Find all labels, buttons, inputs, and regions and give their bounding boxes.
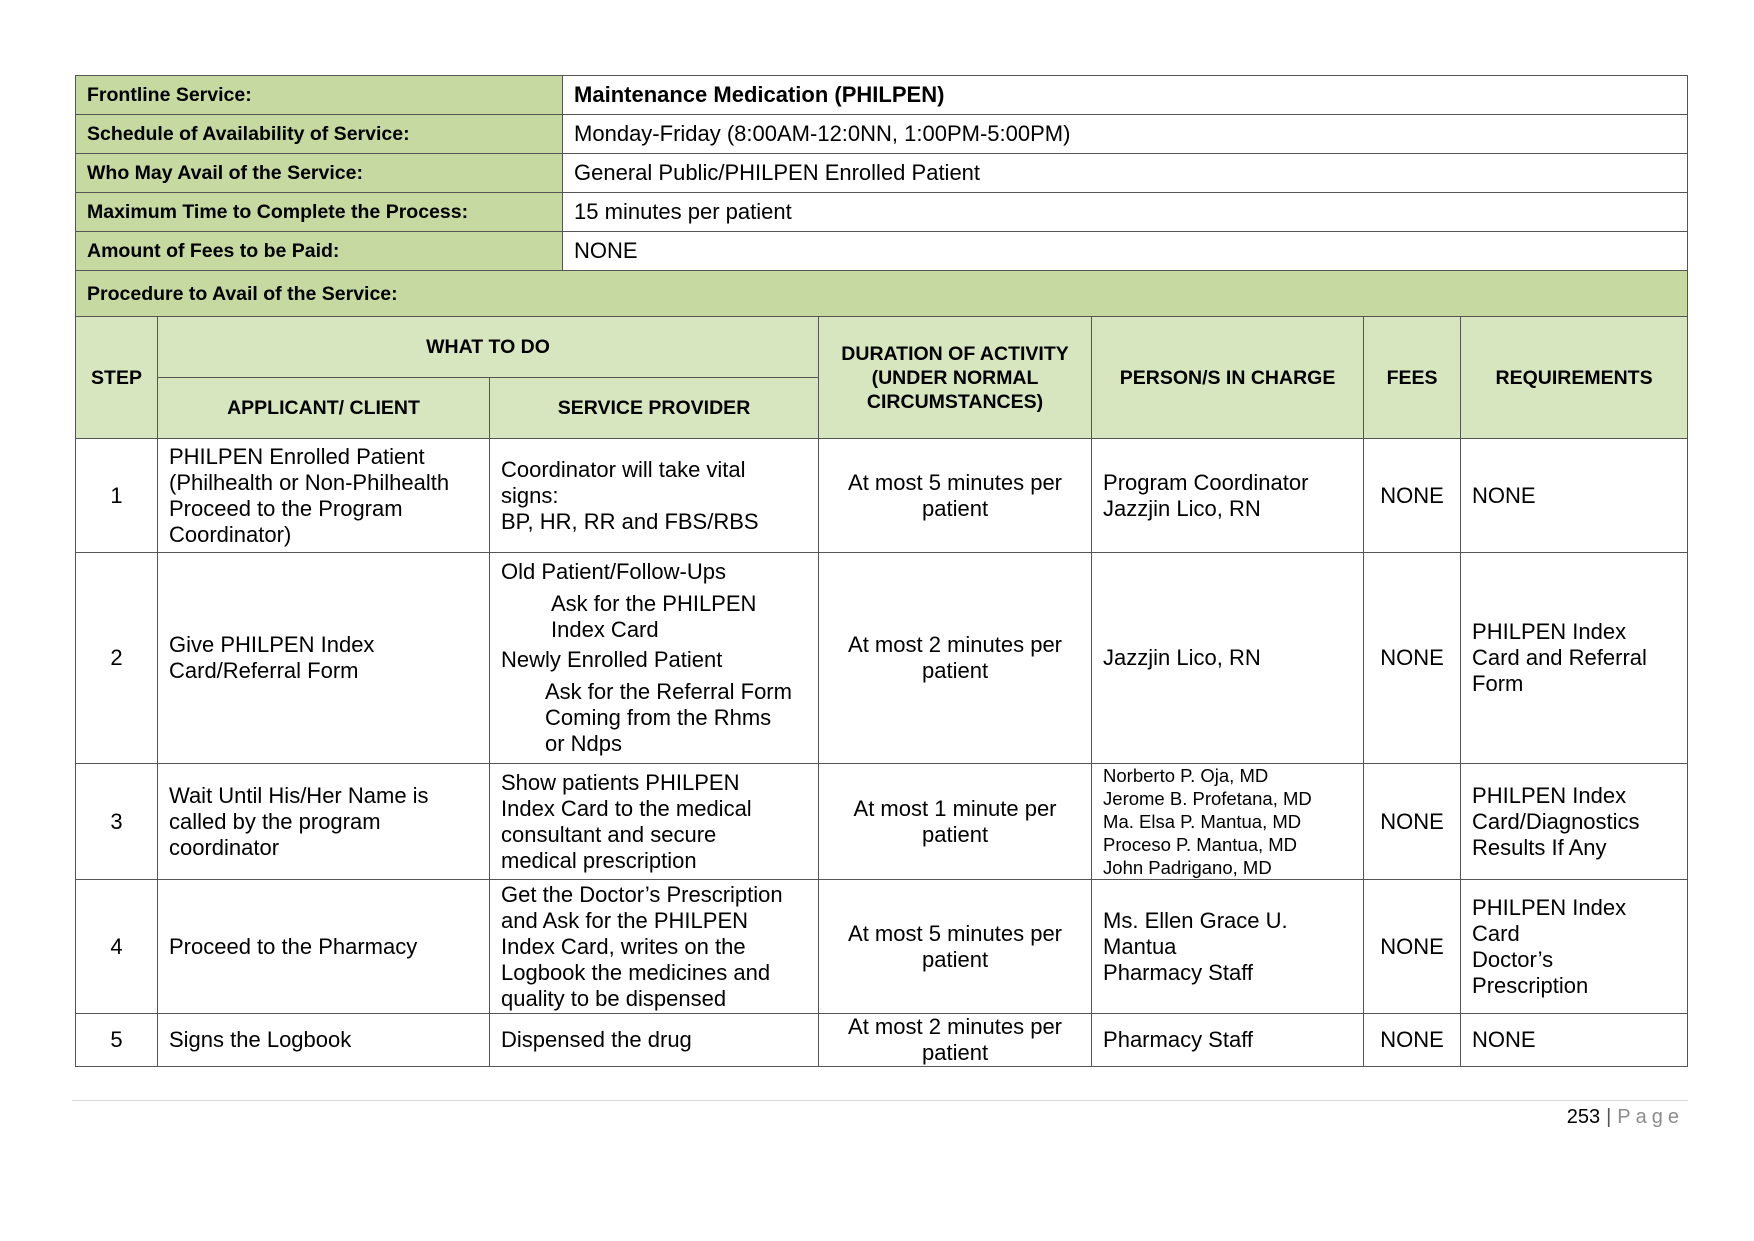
table-row — [76, 553, 1688, 764]
fees-cell: NONE — [1364, 553, 1461, 764]
applicant-line: Give PHILPEN Index — [169, 632, 375, 657]
requirement-line: Card/Diagnostics — [1472, 808, 1640, 834]
applicant-line: Proceed to the Pharmacy — [169, 933, 418, 959]
person-line: Proceso P. Mantua, MD — [1103, 834, 1298, 855]
persons-header: PERSON/S IN CHARGE — [1092, 317, 1364, 439]
duration-cell — [819, 1014, 1092, 1067]
footer-separator: | — [1606, 1106, 1612, 1128]
requirement-line: Results If Any — [1472, 834, 1607, 860]
applicant-line: Proceed to the Program — [169, 495, 403, 521]
requirements-cell — [1461, 1014, 1688, 1067]
duration-line: At most 2 minutes per — [848, 632, 1063, 657]
provider-header: SERVICE PROVIDER — [490, 378, 819, 439]
provider-line: Index Card, writes on the — [501, 933, 746, 959]
requirement-line: Card and Referral — [1472, 645, 1647, 670]
provider-line: Newly Enrolled Patient — [501, 647, 723, 672]
requirements-cell — [1461, 439, 1688, 553]
requirement-line: Form — [1472, 671, 1524, 696]
applicant-cell — [158, 1014, 490, 1067]
requirement-line: PHILPEN Index — [1472, 619, 1627, 644]
applicant-line: Card/Referral Form — [169, 658, 359, 683]
step-cell: 4 — [76, 880, 158, 1014]
frontline-row — [76, 76, 1688, 115]
provider-line: Coming from the Rhms — [545, 705, 772, 730]
duration-header: DURATION OF ACTIVITY (UNDER NORMAL CIRCUMSTANCES) — [819, 317, 1092, 439]
person-line: Ms. Ellen Grace U. — [1103, 907, 1288, 933]
provider-line: and Ask for the PHILPEN — [501, 907, 749, 933]
step-cell: 3 — [76, 764, 158, 880]
fees-row — [76, 232, 1688, 271]
fees-header: FEES — [1364, 317, 1461, 439]
requirements-cell — [1461, 880, 1688, 1014]
service-table — [75, 75, 1688, 1067]
person-line: Program Coordinator — [1103, 469, 1309, 495]
applicant-line: Coordinator) — [169, 521, 292, 547]
provider-line: Index Card — [551, 617, 659, 642]
column-header-row-1 — [76, 317, 1688, 378]
applicant-cell — [158, 439, 490, 553]
provider-line: consultant and secure — [501, 821, 717, 847]
provider-cell — [490, 880, 819, 1014]
provider-line: BP, HR, RR and FBS/RBS — [501, 508, 759, 534]
who-label: Who May Avail of the Service: — [76, 154, 563, 193]
step-header: STEP — [76, 317, 158, 439]
requirement-line: PHILPEN Index — [1472, 782, 1627, 808]
table-row — [76, 439, 1688, 553]
provider-line: Ask for the Referral Form — [545, 679, 792, 704]
schedule-row — [76, 115, 1688, 154]
provider-line: Index Card to the medical — [501, 795, 752, 821]
schedule-label: Schedule of Availability of Service: — [76, 115, 563, 154]
page-number: 253 — [1566, 1106, 1601, 1128]
person-line: Jerome B. Profetana, MD — [1103, 788, 1312, 809]
provider-cell — [490, 1014, 819, 1067]
requirements-cell — [1461, 764, 1688, 880]
requirement-line: Doctor’s — [1472, 946, 1554, 972]
persons-cell — [1092, 764, 1364, 880]
duration-line: patient — [922, 658, 989, 683]
max-time-value: 15 minutes per patient — [563, 193, 1688, 232]
person-line: Jazzjin Lico, RN — [1103, 645, 1261, 670]
provider-cell — [490, 553, 819, 764]
requirements-cell — [1461, 553, 1688, 764]
applicant-cell — [158, 880, 490, 1014]
persons-cell — [1092, 553, 1364, 764]
requirement-line: PHILPEN Index — [1472, 894, 1627, 920]
provider-line: signs: — [501, 482, 559, 508]
person-line: Pharmacy Staff — [1103, 959, 1254, 985]
persons-cell — [1092, 439, 1364, 553]
provider-line: Get the Doctor’s Prescription — [501, 881, 783, 907]
fees-cell: NONE — [1364, 1014, 1461, 1067]
person-line: John Padrigano, MD — [1103, 857, 1272, 878]
fees-cell: NONE — [1364, 880, 1461, 1014]
max-time-row — [76, 193, 1688, 232]
applicant-line: PHILPEN Enrolled Patient — [169, 443, 425, 469]
schedule-value: Monday-Friday (8:00AM-12:0NN, 1:00PM-5:00PM) — [563, 115, 1688, 154]
who-value: General Public/PHILPEN Enrolled Patient — [563, 154, 1688, 193]
provider-line: Ask for the PHILPEN — [551, 591, 757, 616]
duration-cell — [819, 764, 1092, 880]
provider-subitem — [501, 679, 807, 757]
provider-subitem — [501, 591, 807, 643]
table-row — [76, 880, 1688, 1014]
applicant-line: Wait Until His/Her Name is — [169, 782, 429, 808]
applicant-cell — [158, 764, 490, 880]
duration-cell — [819, 439, 1092, 553]
provider-line: Logbook the medicines and — [501, 959, 771, 985]
fees-cell: NONE — [1364, 764, 1461, 880]
provider-line: medical prescription — [501, 847, 697, 873]
requirement-line: NONE — [1472, 1027, 1536, 1052]
frontline-value: Maintenance Medication (PHILPEN) — [563, 76, 1688, 115]
fees-cell: NONE — [1364, 439, 1461, 553]
duration-line: patient — [922, 1040, 989, 1065]
person-line: Pharmacy Staff — [1103, 1027, 1254, 1052]
max-time-label: Maximum Time to Complete the Process: — [76, 193, 563, 232]
person-line: Jazzjin Lico, RN — [1103, 495, 1261, 521]
fees-value: NONE — [563, 232, 1688, 271]
provider-line: quality to be dispensed — [501, 985, 727, 1011]
duration-line: At most 5 minutes per — [848, 920, 1063, 946]
provider-cell — [490, 439, 819, 553]
provider-line: Old Patient/Follow-Ups — [501, 559, 726, 584]
person-line: Ma. Elsa P. Mantua, MD — [1103, 811, 1302, 832]
requirement-line: Prescription — [1472, 972, 1589, 998]
procedure-label: Procedure to Avail of the Service: — [76, 271, 1688, 317]
page-word: Page — [1617, 1106, 1684, 1128]
what-to-do-header: WHAT TO DO — [158, 317, 819, 378]
page-footer — [1567, 1106, 1684, 1129]
provider-cell — [490, 764, 819, 880]
applicant-header: APPLICANT/ CLIENT — [158, 378, 490, 439]
footer-divider — [72, 1100, 1688, 1101]
step-cell: 1 — [76, 439, 158, 553]
provider-line: Coordinator will take vital — [501, 456, 746, 482]
fees-label: Amount of Fees to be Paid: — [76, 232, 563, 271]
duration-line: patient — [922, 946, 989, 972]
frontline-label: Frontline Service: — [76, 76, 563, 115]
persons-cell — [1092, 880, 1364, 1014]
duration-line: At most 2 minutes per — [848, 1014, 1063, 1039]
step-cell: 5 — [76, 1014, 158, 1067]
procedure-row — [76, 271, 1688, 317]
requirement-line: NONE — [1472, 482, 1536, 508]
requirement-line: Card — [1472, 920, 1520, 946]
duration-line: At most 5 minutes per — [848, 469, 1063, 495]
citizens-charter-sheet — [75, 75, 1687, 1067]
duration-cell — [819, 880, 1092, 1014]
duration-line: patient — [922, 821, 989, 847]
applicant-line: (Philhealth or Non-Philhealth — [169, 469, 450, 495]
provider-line: Dispensed the drug — [501, 1027, 692, 1052]
applicant-line: called by the program — [169, 808, 381, 834]
person-line: Mantua — [1103, 933, 1177, 959]
duration-line: At most 1 minute per — [853, 795, 1057, 821]
provider-line: Show patients PHILPEN — [501, 769, 740, 795]
applicant-line: coordinator — [169, 834, 280, 860]
table-row — [76, 1014, 1688, 1067]
persons-cell — [1092, 1014, 1364, 1067]
provider-line: or Ndps — [545, 731, 623, 756]
requirements-header: REQUIREMENTS — [1461, 317, 1688, 439]
applicant-cell — [158, 553, 490, 764]
who-row — [76, 154, 1688, 193]
duration-line: patient — [922, 495, 989, 521]
step-cell: 2 — [76, 553, 158, 764]
table-row — [76, 764, 1688, 880]
person-line: Norberto P. Oja, MD — [1103, 765, 1269, 786]
duration-cell — [819, 553, 1092, 764]
applicant-line: Signs the Logbook — [169, 1027, 352, 1052]
